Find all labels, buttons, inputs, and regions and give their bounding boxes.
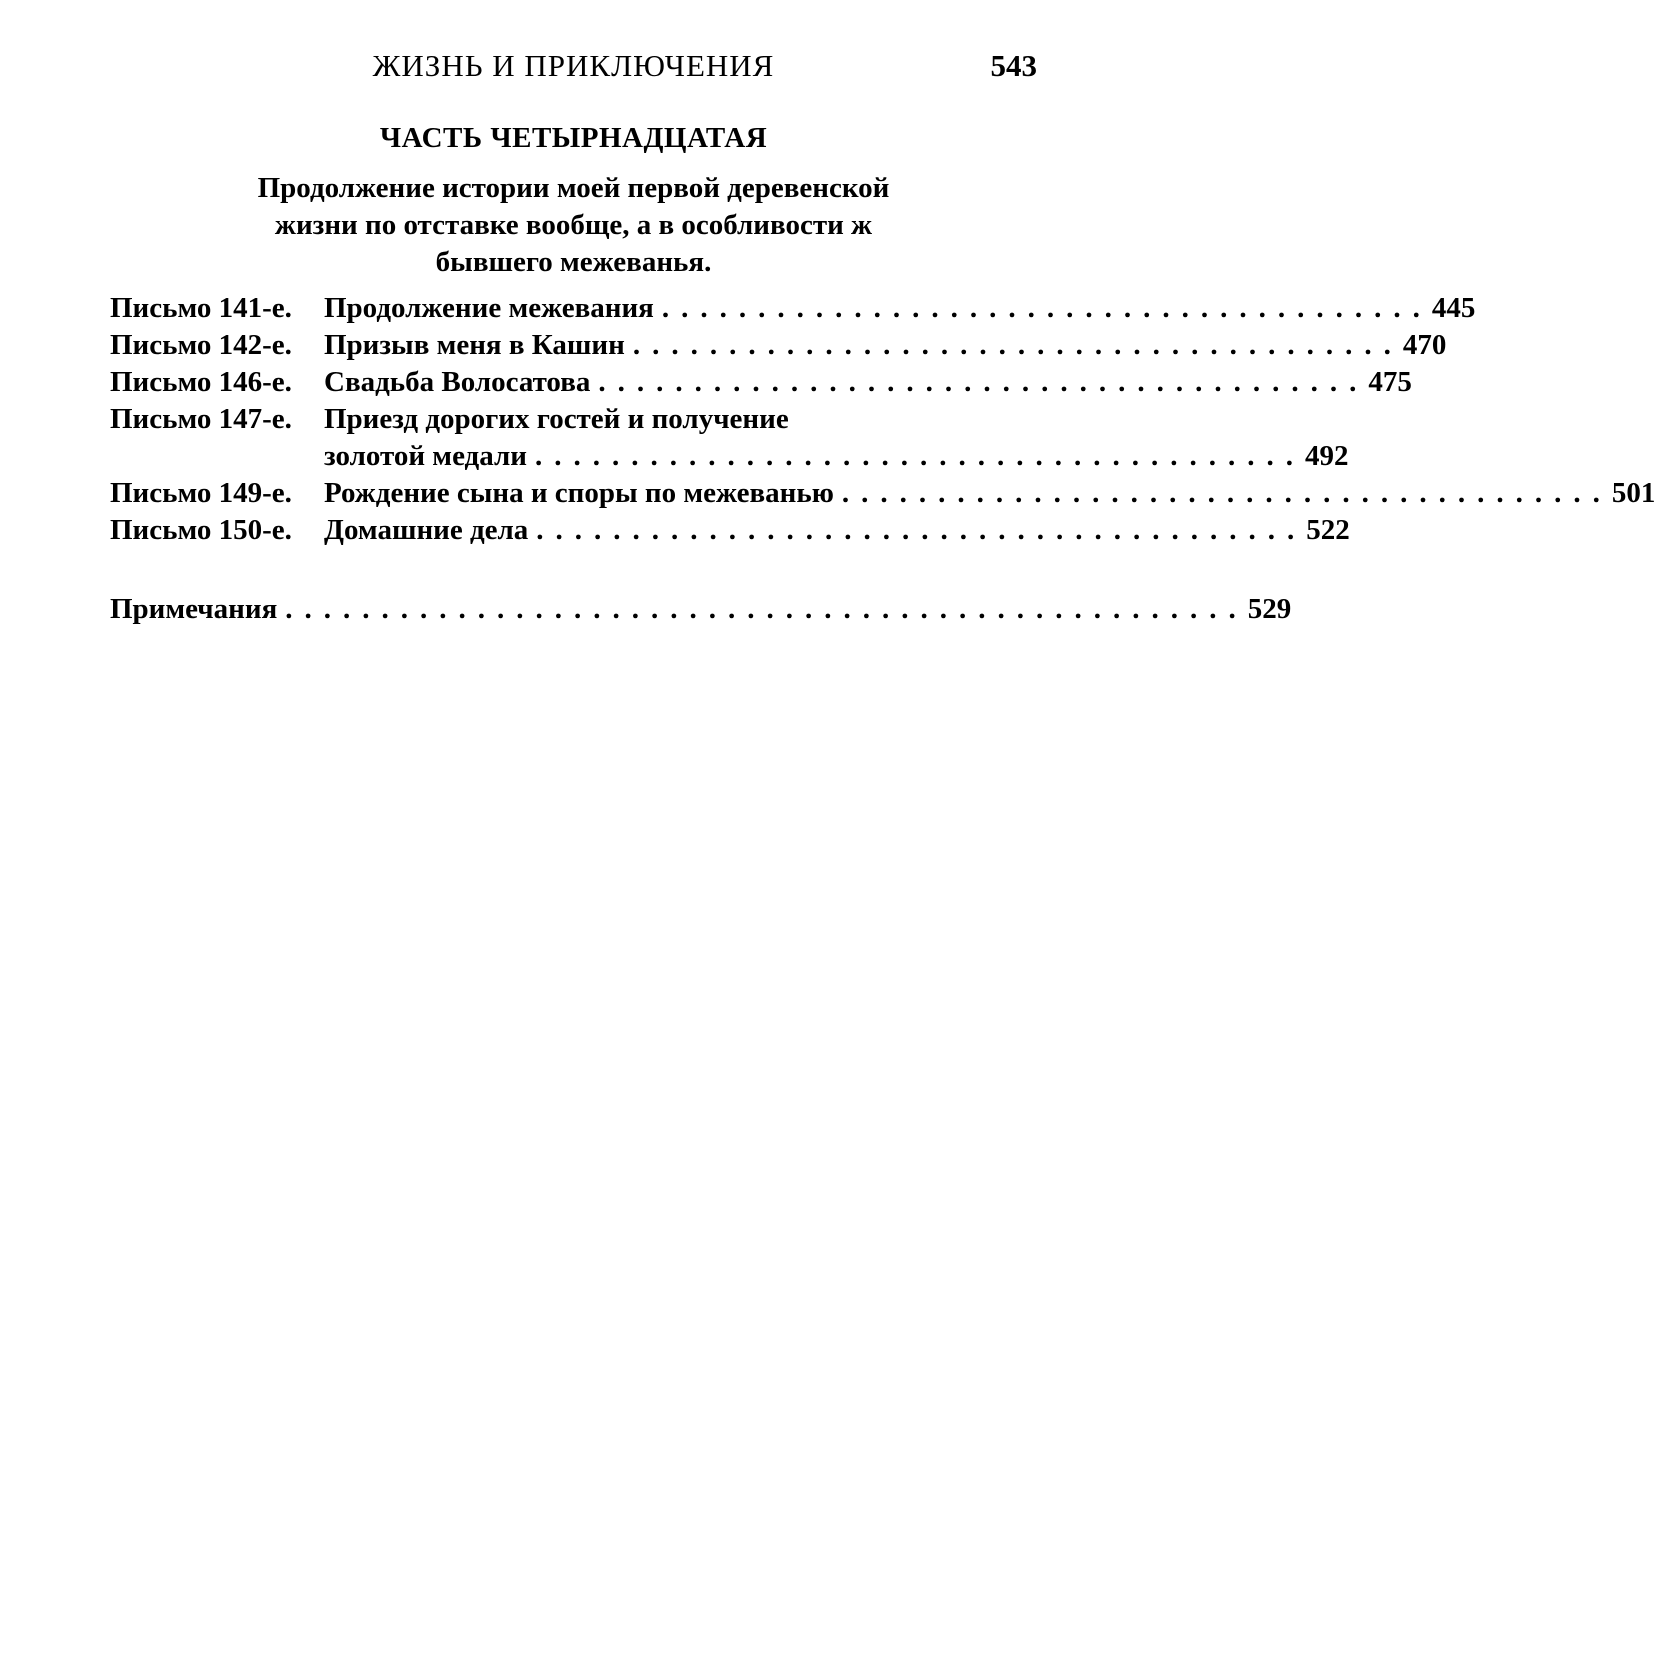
- toc-entry-label: Письмо 146-е.: [110, 366, 292, 398]
- toc-entry-title: Рождение сына и споры по межеванью: [324, 477, 834, 509]
- toc-entry: [110, 364, 1412, 401]
- toc-entry-title: Приезд дорогих гостей и получение: [324, 403, 789, 435]
- toc-entry-continuation: [110, 438, 1349, 475]
- toc-entry-page: 501: [1611, 477, 1655, 509]
- part-subtitle-line: жизни по отставке вообще, а в особливости ж: [274, 209, 873, 241]
- toc-entry-page: 470: [1402, 329, 1447, 361]
- part-subtitle-line: Продолжение истории моей первой деревенской: [257, 172, 890, 204]
- toc-entry: [110, 475, 1655, 512]
- toc-entry-page: 492: [1304, 440, 1349, 472]
- toc-entry-page: 445: [1431, 292, 1476, 324]
- part-subtitle-line: бывшего межеванья.: [435, 246, 712, 278]
- toc-entry-label: Письмо 142-е.: [110, 329, 292, 361]
- toc-entry-label: Письмо 149-е.: [110, 477, 292, 509]
- part-subtitle: [200, 170, 947, 281]
- toc-notes-entry: [110, 591, 1292, 628]
- page-number: 543: [990, 48, 1037, 83]
- toc-entry-title: Призыв меня в Кашин: [324, 329, 625, 361]
- toc-entry-label: Письмо 141-е.: [110, 292, 292, 324]
- part-title: ЧАСТЬ ЧЕТЫРНАДЦАТАЯ: [379, 122, 768, 154]
- toc-entry-title: Свадьба Волосатова: [324, 366, 591, 398]
- toc-notes-page: 529: [1247, 593, 1292, 625]
- toc-entry: [110, 290, 1476, 327]
- dot-leader: ........................................: [661, 292, 1432, 324]
- toc-notes-label: Примечания: [110, 593, 278, 625]
- toc-entry: [110, 401, 1037, 438]
- dot-leader: ..................................................: [285, 593, 1248, 625]
- toc-entry-title: Продолжение межевания: [324, 292, 654, 324]
- toc-entry-title-continued: золотой медали: [324, 440, 527, 472]
- toc-entry-label: Письмо 150-е.: [110, 514, 292, 546]
- table-of-contents: [110, 290, 1655, 628]
- dot-leader: ........................................: [632, 329, 1403, 361]
- toc-entry-page: 475: [1368, 366, 1412, 398]
- toc-entry: [110, 512, 1350, 549]
- running-title: ЖИЗНЬ И ПРИКЛЮЧЕНИЯ: [372, 48, 775, 83]
- dot-leader: ........................................: [598, 366, 1369, 398]
- toc-entry: [110, 327, 1447, 364]
- running-head: [110, 44, 1037, 88]
- toc-entry-page: 522: [1306, 514, 1350, 546]
- toc-entry-title: Домашние дела: [324, 514, 529, 546]
- toc-entry-label: Письмо 147-е.: [110, 403, 292, 435]
- dot-leader: ........................................: [534, 440, 1305, 472]
- dot-leader: ........................................: [536, 514, 1307, 546]
- dot-leader: ........................................: [841, 477, 1612, 509]
